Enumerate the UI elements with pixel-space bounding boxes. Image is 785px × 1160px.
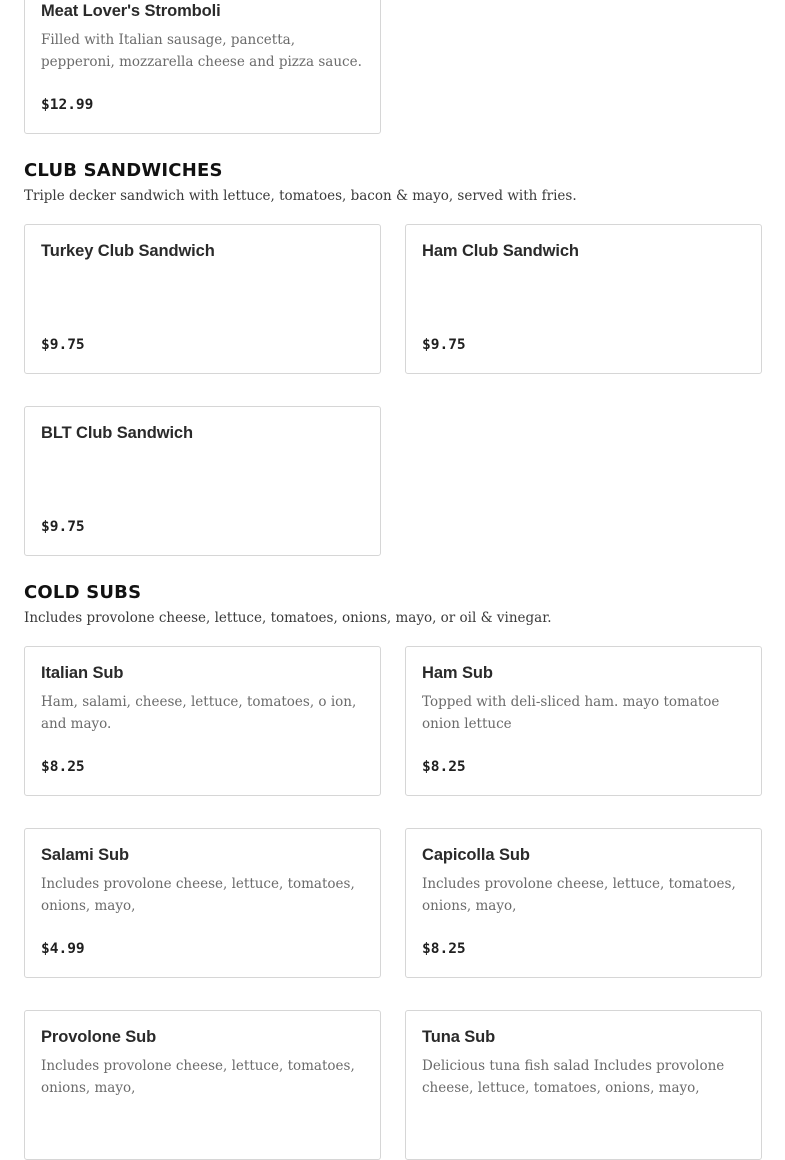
menu-item-card-provolone-sub[interactable] [24,1010,381,1160]
menu-item-description: Filled with Italian sausage, pancetta, pepperoni, mozzarella cheese and pizza sauce. [41,32,362,70]
menu-item-card-turkey-club-sandwich[interactable] [24,224,381,374]
menu-item-card-ham-sub[interactable] [405,646,762,796]
menu-item-price: $9.75 [41,337,85,353]
menu-item-description: Includes provolone cheese, lettuce, tomatoes, onions, mayo, [422,876,736,914]
menu-item-price: $9.75 [41,519,85,535]
menu-item-description: Ham, salami, cheese, lettuce, tomatoes, o ion, and mayo. [41,694,357,732]
menu-item-price: $12.99 [41,97,94,113]
section-description-club-sandwiches: Triple decker sandwich with lettuce, tomatoes, bacon & mayo, served with fries. [24,188,577,204]
menu-item-name: Italian Sub [41,664,124,682]
menu-item-price: $4.99 [41,941,85,957]
menu-item-price: $8.25 [422,759,466,775]
menu-item-name: Provolone Sub [41,1028,157,1046]
menu-item-price: $8.25 [41,759,85,775]
menu-item-description: Topped with deli-sliced ham. mayo tomatoe onion lettuce [422,694,720,732]
menu-item-card-tuna-sub[interactable] [405,1010,762,1160]
menu-item-name: Meat Lover's Stromboli [41,2,221,20]
menu-item-description: Includes provolone cheese, lettuce, tomatoes, onions, mayo, [41,1058,355,1096]
menu-item-name: Capicolla Sub [422,846,530,864]
menu-item-name: Ham Sub [422,664,493,682]
menu-item-name: Turkey Club Sandwich [41,242,215,260]
menu-item-description: Includes provolone cheese, lettuce, tomatoes, onions, mayo, [41,876,355,914]
menu-item-card-salami-sub[interactable] [24,828,381,978]
menu-item-price: $9.75 [422,337,466,353]
menu-item-card-capicolla-sub[interactable] [405,828,762,978]
menu-item-card-meat-lovers-stromboli[interactable] [24,0,381,134]
menu-item-card-blt-club-sandwich[interactable] [24,406,381,556]
menu-item-card-italian-sub[interactable] [24,646,381,796]
menu-item-name: Tuna Sub [422,1028,496,1046]
menu-item-description: Delicious tuna fish salad Includes provolone cheese, lettuce, tomatoes, onions, mayo, [422,1058,725,1096]
menu-item-name: Ham Club Sandwich [422,242,579,260]
section-title-club-sandwiches: CLUB SANDWICHES [24,160,223,181]
section-title-cold-subs: COLD SUBS [24,582,142,603]
menu-item-name: BLT Club Sandwich [41,424,193,442]
section-description-cold-subs: Includes provolone cheese, lettuce, tomatoes, onions, mayo, or oil & vinegar. [24,610,552,626]
menu-item-price: $8.25 [422,941,466,957]
menu-item-card-ham-club-sandwich[interactable] [405,224,762,374]
menu-item-name: Salami Sub [41,846,129,864]
